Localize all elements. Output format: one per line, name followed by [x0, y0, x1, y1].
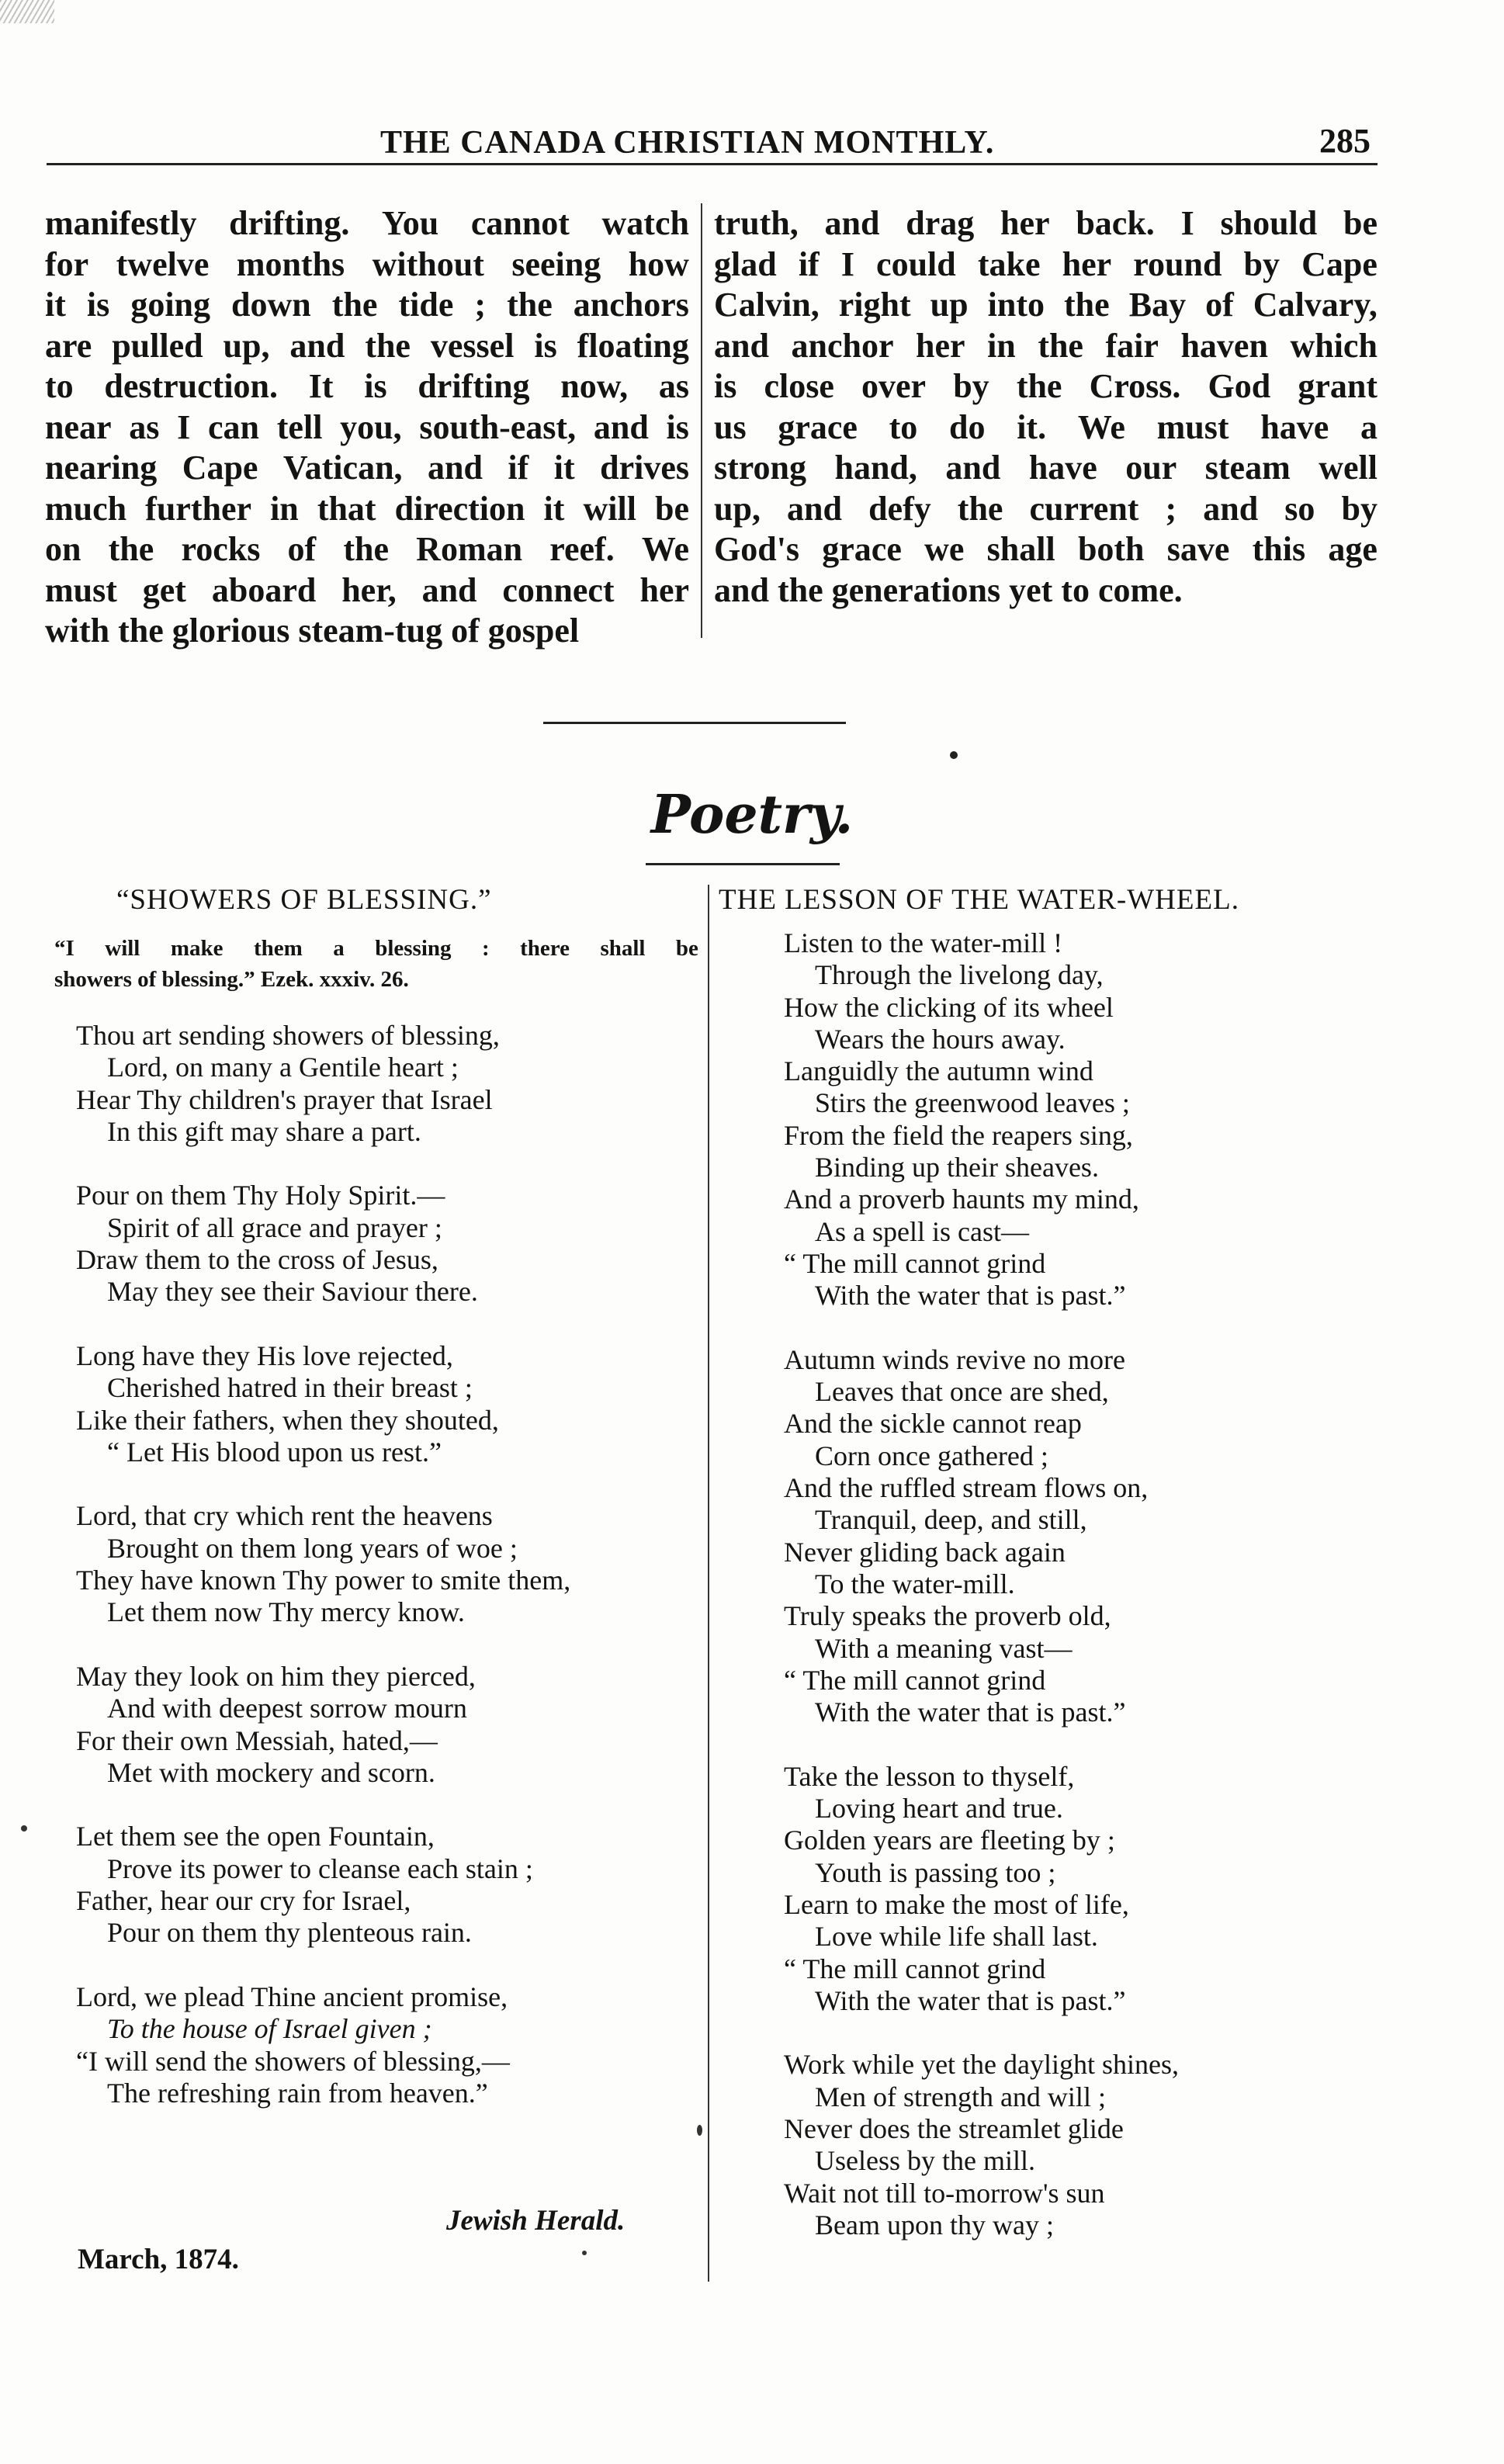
- prose-line: and anchor her in the fair haven which: [714, 326, 1378, 365]
- epigraph-line: showers of blessing.” Ezek. xxxiv. 26.: [54, 967, 409, 992]
- verse-line: To the water-mill.: [815, 1568, 1015, 1599]
- verse-line: How the clicking of its wheel: [784, 991, 1114, 1023]
- verse-line: Autumn winds revive no more: [784, 1343, 1125, 1375]
- prose-line: glad if I could take her round by Cape: [714, 244, 1378, 283]
- verse-line: Lord, on many a Gentile heart ;: [107, 1052, 459, 1083]
- prose-line: on the rocks of the Roman reef. We: [45, 530, 689, 568]
- column-rule-poems: [708, 885, 709, 2282]
- verse-line: Truly speaks the proverb old,: [784, 1600, 1111, 1632]
- prose-line: manifestly drifting. You cannot watch: [45, 204, 689, 242]
- section-separator: [543, 722, 846, 724]
- verse-line: Wears the hours away.: [815, 1023, 1066, 1055]
- prose-line: are pulled up, and the vessel is floating: [45, 326, 689, 365]
- verse-line: Spirit of all grace and prayer ;: [107, 1211, 442, 1243]
- verse-line: Binding up their sheaves.: [815, 1152, 1099, 1183]
- page-number: 285: [1319, 122, 1371, 160]
- verse-line: Cherished hatred in their breast ;: [107, 1372, 473, 1404]
- ink-spot: [21, 1825, 27, 1832]
- prose-line: nearing Cape Vatican, and if it drives: [45, 449, 689, 487]
- verse-line: May they see their Saviour there.: [107, 1276, 478, 1308]
- header-rule: [47, 163, 1378, 165]
- prose-line: is close over by the Cross. God grant: [714, 367, 1378, 405]
- prose-line: up, and defy the current ; and so by: [714, 489, 1378, 528]
- heading-rule: [646, 863, 840, 865]
- verse-line: To the house of Israel given ;: [107, 2013, 432, 2045]
- verse-line: Leaves that once are shed,: [815, 1376, 1109, 1408]
- epigraph-line: “I will make them a blessing : there shall be: [54, 936, 698, 961]
- stanza: [784, 1344, 1374, 1729]
- prose-line: Calvin, right up into the Bay of Calvary,: [714, 286, 1378, 324]
- verse-line: They have known Thy power to smite them,: [76, 1565, 571, 1596]
- verse-line: “ The mill cannot grind: [784, 1953, 1046, 1984]
- prose-line: to destruction. It is drifting now, as: [45, 367, 689, 405]
- poem-right-title: THE LESSON OF THE WATER-WHEEL.: [719, 884, 1239, 916]
- stanza: [76, 1661, 697, 1789]
- verse-line: Love while life shall last.: [815, 1921, 1098, 1953]
- verse-line: With a meaning vast—: [815, 1632, 1073, 1664]
- verse-line: Hear Thy children's prayer that Israel: [76, 1083, 493, 1115]
- poem-left-body: [76, 1020, 697, 2141]
- verse-line: Met with mockery and scorn.: [107, 1756, 435, 1788]
- print-noise: [0, 0, 54, 23]
- prose-column-right: [714, 203, 1378, 611]
- stanza: [784, 927, 1374, 1312]
- verse-line: With the water that is past.”: [815, 1280, 1126, 1312]
- verse-line: And the ruffled stream flows on,: [784, 1472, 1149, 1504]
- verse-line: Never gliding back again: [784, 1536, 1066, 1568]
- ink-spot: [582, 2251, 587, 2255]
- verse-line: As a spell is cast—: [815, 1215, 1029, 1247]
- verse-line: “ The mill cannot grind: [784, 1664, 1046, 1696]
- verse-line: Prove its power to cleanse each stain ;: [107, 1852, 533, 1884]
- verse-line: Listen to the water-mill !: [784, 927, 1063, 958]
- stanza: [76, 1500, 697, 1628]
- prose-line: truth, and drag her back. I should be: [714, 204, 1378, 242]
- verse-line: Corn once gathered ;: [815, 1440, 1048, 1471]
- verse-line: Never does the streamlet glide: [784, 2112, 1124, 2144]
- verse-line: Like their fathers, when they shouted,: [76, 1404, 499, 1436]
- stanza: [76, 1821, 697, 1949]
- verse-line: Youth is passing too ;: [815, 1856, 1056, 1888]
- prose-line: much further in that direction it will be: [45, 489, 689, 528]
- verse-line: Brought on them long years of woe ;: [107, 1532, 518, 1564]
- poem-right-body: [784, 927, 1374, 2273]
- verse-line: “ Let His blood upon us rest.”: [107, 1436, 442, 1468]
- column-rule-top: [701, 203, 702, 638]
- dateline: March, 1874.: [78, 2244, 239, 2275]
- verse-line: The refreshing rain from heaven.”: [107, 2077, 488, 2109]
- prose-column-left: [45, 203, 689, 652]
- verse-line: Useless by the mill.: [815, 2145, 1035, 2177]
- stanza: [76, 1020, 697, 1148]
- verse-line: With the water that is past.”: [815, 1984, 1126, 2016]
- verse-line: Wait not till to-morrow's sun: [784, 2177, 1105, 2209]
- stanza: [784, 1761, 1374, 2017]
- verse-line: Take the lesson to thyself,: [784, 1760, 1075, 1792]
- prose-line: and the generations yet to come.: [714, 570, 1183, 609]
- verse-line: Work while yet the daylight shines,: [784, 2049, 1180, 2081]
- verse-line: Pour on them Thy Holy Spirit.—: [76, 1180, 445, 1211]
- stanza: [76, 1981, 697, 2109]
- prose-line: God's grace we shall both save this age: [714, 530, 1378, 568]
- verse-line: And the sickle cannot reap: [784, 1408, 1082, 1440]
- ink-spot: [697, 2125, 702, 2136]
- verse-line: For their own Messiah, hated,—: [76, 1724, 438, 1756]
- prose-line: must get aboard her, and connect her: [45, 570, 689, 609]
- verse-line: And a proverb haunts my mind,: [784, 1183, 1139, 1215]
- prose-line: near as I can tell you, south-east, and is: [45, 407, 689, 446]
- verse-line: Lord, that cry which rent the heavens: [76, 1500, 493, 1532]
- verse-line: Languidly the autumn wind: [784, 1055, 1093, 1087]
- stanza: [76, 1180, 697, 1308]
- verse-line: Beam upon thy way ;: [815, 2209, 1054, 2240]
- verse-line: Men of strength and will ;: [815, 2081, 1106, 2112]
- verse-line: In this gift may share a part.: [107, 1115, 421, 1147]
- prose-line: it is going down the tide ; the anchors: [45, 286, 689, 324]
- verse-line: Lord, we plead Thine ancient promise,: [76, 1981, 508, 2012]
- stanza: [76, 1340, 697, 1468]
- verse-line: Golden years are fleeting by ;: [784, 1825, 1115, 1856]
- epigraph: [54, 933, 698, 995]
- verse-line: “ The mill cannot grind: [784, 1247, 1046, 1279]
- section-heading: Poetry.: [650, 784, 854, 846]
- verse-line: With the water that is past.”: [815, 1696, 1126, 1728]
- verse-line: Tranquil, deep, and still,: [815, 1504, 1087, 1536]
- prose-line: us grace to do it. We must have a: [714, 407, 1378, 446]
- verse-line: May they look on him they pierced,: [76, 1660, 476, 1692]
- verse-line: Pour on them thy plenteous rain.: [107, 1917, 472, 1949]
- verse-line: Father, hear our cry for Israel,: [76, 1885, 411, 1917]
- verse-line: From the field the reapers sing,: [784, 1119, 1133, 1151]
- verse-line: Thou art sending showers of blessing,: [76, 1020, 500, 1051]
- verse-line: Through the livelong day,: [815, 959, 1104, 991]
- ink-spot: [950, 751, 958, 759]
- verse-line: Long have they His love rejected,: [76, 1339, 453, 1371]
- verse-line: And with deepest sorrow mourn: [107, 1693, 467, 1724]
- verse-line: Draw them to the cross of Jesus,: [76, 1244, 438, 1276]
- verse-line: Learn to make the most of life,: [784, 1888, 1129, 1920]
- prose-line: with the glorious steam-tug of gospel: [45, 612, 580, 650]
- attribution: Jewish Herald.: [446, 2205, 626, 2237]
- verse-line: “I will send the showers of blessing,—: [76, 2045, 510, 2077]
- prose-line: strong hand, and have our steam well: [714, 449, 1378, 487]
- verse-line: Let them now Thy mercy know.: [107, 1596, 465, 1628]
- verse-line: Let them see the open Fountain,: [76, 1821, 435, 1852]
- prose-line: for twelve months without seeing how: [45, 244, 689, 283]
- stanza: [784, 2049, 1374, 2241]
- journal-title: THE CANADA CHRISTIAN MONTHLY.: [380, 125, 995, 161]
- verse-line: Loving heart and true.: [815, 1793, 1063, 1825]
- running-header: [0, 109, 1504, 171]
- poem-left-title: “SHOWERS OF BLESSING.”: [116, 884, 492, 916]
- verse-line: Stirs the greenwood leaves ;: [815, 1087, 1130, 1119]
